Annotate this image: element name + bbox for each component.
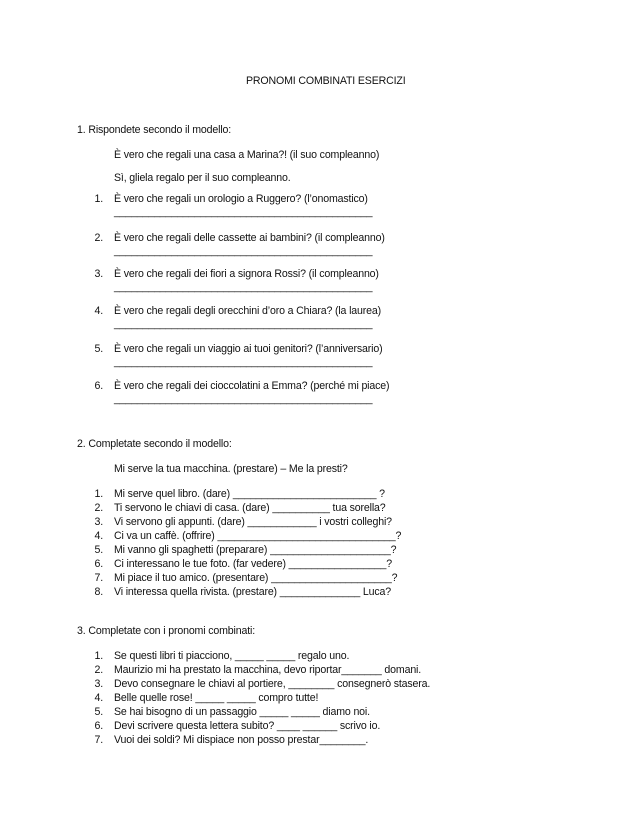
section3-item[interactable]: Se questi libri ti piacciono, _____ _____ regalo uno. [114, 650, 350, 662]
section3-item-number: 3. [94, 678, 103, 690]
section1-item-number: 5. [94, 343, 103, 355]
section3-item[interactable]: Belle quelle rose! _____ _____ compro tutte! [114, 692, 319, 704]
section1-item-number: 2. [94, 232, 103, 244]
section3-item[interactable]: Vuoi dei soldi? Mi dispiace non posso prestar________. [114, 734, 369, 746]
section2-item[interactable]: Ci va un caffè. (offrire) _______________________________? [114, 530, 402, 542]
page-title: PRONOMI COMBINATI ESERCIZI [246, 75, 406, 87]
section3-item-number: 4. [94, 692, 103, 704]
section3-item-number: 1. [94, 650, 103, 662]
section1-answer-line[interactable]: _____________________________________________ [114, 206, 373, 218]
section2-item[interactable]: Mi vanno gli spaghetti (preparare) _____________________? [114, 544, 397, 556]
section1-example-question: È vero che regali una casa a Marina?! (il suo compleanno) [114, 149, 380, 161]
section2-item-number: 2. [94, 502, 103, 514]
section2-item[interactable]: Vi interessa quella rivista. (prestare) ______________ Luca? [114, 586, 392, 598]
section3-item[interactable]: Se hai bisogno di un passaggio _____ _____ diamo noi. [114, 706, 370, 718]
section1-item-question: È vero che regali degli orecchini d’oro a Chiara? (la laurea) [114, 305, 382, 317]
section2-item[interactable]: Mi piace il tuo amico. (presentare) _____________________? [114, 572, 398, 584]
section2-item-number: 6. [94, 558, 103, 570]
section2-item-number: 1. [94, 488, 103, 500]
section2-item[interactable]: Ti servono le chiavi di casa. (dare) __________ tua sorella? [114, 502, 386, 514]
section2-heading: 2. Completate secondo il modello: [77, 438, 232, 450]
section3-item[interactable]: Devi scrivere questa lettera subito? ____ ______ scrivo io. [114, 720, 381, 732]
section1-answer-line[interactable]: _____________________________________________ [114, 393, 373, 405]
section3-item-number: 7. [94, 734, 103, 746]
section2-item-number: 4. [94, 530, 103, 542]
section3-item[interactable]: Maurizio mi ha prestato la macchina, devo riportar_______ domani. [114, 664, 422, 676]
section1-item-number: 1. [94, 193, 103, 205]
section1-answer-line[interactable]: _____________________________________________ [114, 318, 373, 330]
section1-item-number: 6. [94, 380, 103, 392]
section1-heading: 1. Rispondete secondo il modello: [77, 124, 232, 136]
section3-item-number: 2. [94, 664, 103, 676]
section1-answer-line[interactable]: _____________________________________________ [114, 356, 373, 368]
section2-item[interactable]: Mi serve quel libro. (dare) _________________________ ? [114, 488, 385, 500]
section1-item-question: È vero che regali delle cassette ai bambini? (il compleanno) [114, 232, 385, 244]
section1-answer-line[interactable]: _____________________________________________ [114, 245, 373, 257]
section1-item-question: È vero che regali un viaggio ai tuoi genitori? (l’anniversario) [114, 343, 383, 355]
section2-item-number: 8. [94, 586, 103, 598]
section1-item-question: È vero che regali dei fiori a signora Rossi? (il compleanno) [114, 268, 379, 280]
section3-item-number: 6. [94, 720, 103, 732]
section1-answer-line[interactable]: _____________________________________________ [114, 281, 373, 293]
section2-item-number: 7. [94, 572, 103, 584]
section1-item-number: 4. [94, 305, 103, 317]
section1-item-question: È vero che regali un orologio a Ruggero? (l’onomastico) [114, 193, 368, 205]
section3-item-number: 5. [94, 706, 103, 718]
section2-item[interactable]: Vi servono gli appunti. (dare) ____________ i vostri colleghi? [114, 516, 392, 528]
section2-item[interactable]: Ci interessano le tue foto. (far vedere) _________________? [114, 558, 392, 570]
section2-item-number: 5. [94, 544, 103, 556]
section1-example-answer: Sì, gliela regalo per il suo compleanno. [114, 172, 291, 184]
section3-item[interactable]: Devo consegnare le chiavi al portiere, ________ consegnerò stasera. [114, 678, 431, 690]
section1-item-number: 3. [94, 268, 103, 280]
section1-item-question: È vero che regali dei cioccolatini a Emma? (perché mi piace) [114, 380, 390, 392]
section2-example: Mi serve la tua macchina. (prestare) – Me la presti? [114, 463, 348, 475]
section3-heading: 3. Completate con i pronomi combinati: [77, 625, 256, 637]
section2-item-number: 3. [94, 516, 103, 528]
